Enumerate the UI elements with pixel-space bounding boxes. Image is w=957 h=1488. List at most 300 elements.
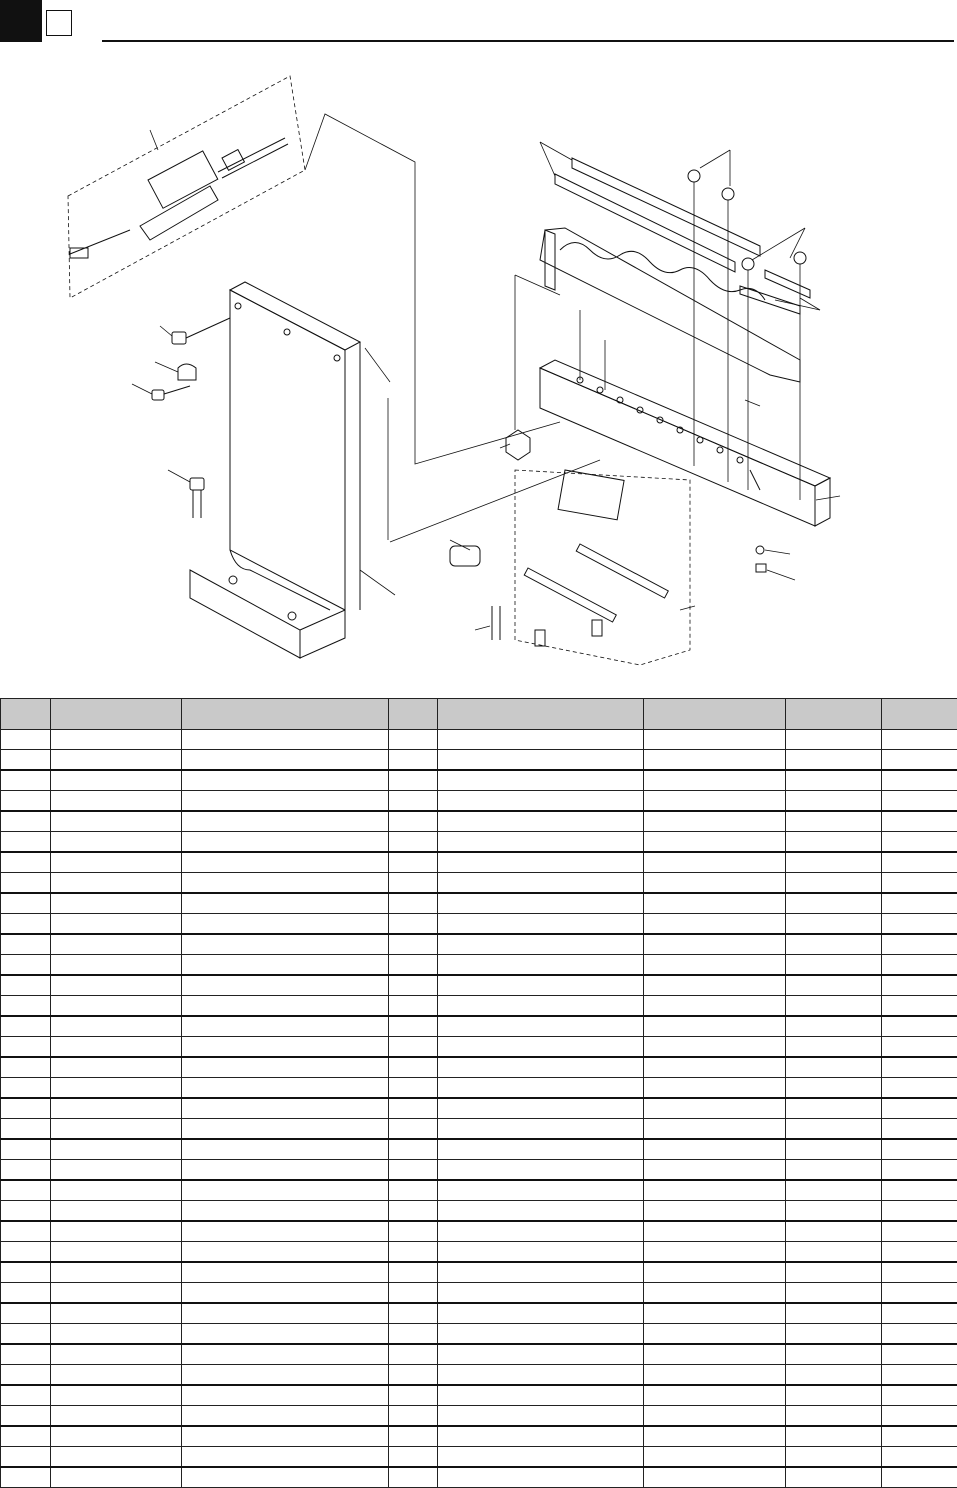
- table-cell: [786, 1406, 882, 1427]
- table-cell: [389, 750, 438, 771]
- table-cell: [1, 1139, 51, 1160]
- table-cell: [786, 996, 882, 1017]
- sensor-amplifier-group: [68, 76, 305, 298]
- table-cell: [51, 1119, 182, 1140]
- table-cell: [51, 1201, 182, 1222]
- table-cell: [182, 1221, 389, 1242]
- table-cell: [182, 852, 389, 873]
- table-cell: [51, 893, 182, 914]
- table-cell: [882, 1160, 957, 1181]
- table-cell: [1, 832, 51, 853]
- table-cell: [882, 934, 957, 955]
- table-cell: [882, 1324, 957, 1345]
- table-cell: [389, 1037, 438, 1058]
- table-cell: [51, 1426, 182, 1447]
- table-cell: [389, 811, 438, 832]
- table-cell: [786, 1221, 882, 1242]
- table-row: [1, 1303, 957, 1324]
- table-cell: [51, 1242, 182, 1263]
- table-cell: [438, 1098, 644, 1119]
- table-cell: [1, 1426, 51, 1447]
- table-cell: [644, 1037, 786, 1058]
- table-cell: [51, 750, 182, 771]
- table-cell: [182, 1078, 389, 1099]
- table-cell: [786, 1283, 882, 1304]
- table-cell: [389, 893, 438, 914]
- table-cell: [1, 730, 51, 750]
- table-cell: [644, 832, 786, 853]
- table-row: [1, 1057, 957, 1078]
- table-cell: [438, 996, 644, 1017]
- table-cell: [786, 1447, 882, 1468]
- table-cell: [644, 1385, 786, 1406]
- table-cell: [786, 873, 882, 894]
- table-cell: [389, 1098, 438, 1119]
- table-cell: [438, 1242, 644, 1263]
- column-header: [644, 699, 786, 730]
- table-cell: [786, 1201, 882, 1222]
- table-row: [1, 1262, 957, 1283]
- table-cell: [182, 811, 389, 832]
- table-cell: [182, 1283, 389, 1304]
- table-cell: [389, 1447, 438, 1468]
- table-cell: [182, 1119, 389, 1140]
- table-row: [1, 934, 957, 955]
- table-cell: [644, 1057, 786, 1078]
- table-row: [1, 893, 957, 914]
- table-cell: [644, 1119, 786, 1140]
- table-cell: [51, 1016, 182, 1037]
- table-cell: [438, 811, 644, 832]
- table-cell: [51, 873, 182, 894]
- table-row: [1, 791, 957, 812]
- table-cell: [786, 1119, 882, 1140]
- table-cell: [1, 1242, 51, 1263]
- table-cell: [1, 770, 51, 791]
- table-cell: [644, 1406, 786, 1427]
- table-header-row: [1, 699, 957, 730]
- table-cell: [438, 914, 644, 935]
- table-cell: [438, 1467, 644, 1488]
- table-cell: [786, 1467, 882, 1488]
- table-cell: [51, 832, 182, 853]
- table-cell: [51, 1344, 182, 1365]
- table-cell: [882, 1119, 957, 1140]
- table-row: [1, 1139, 957, 1160]
- table-cell: [786, 1262, 882, 1283]
- table-cell: [438, 1016, 644, 1037]
- table-cell: [182, 1057, 389, 1078]
- table-row: [1, 1098, 957, 1119]
- table-cell: [389, 1283, 438, 1304]
- table-cell: [389, 1426, 438, 1447]
- table-cell: [51, 1057, 182, 1078]
- table-cell: [438, 1201, 644, 1222]
- table-cell: [438, 1221, 644, 1242]
- table-cell: [644, 873, 786, 894]
- table-cell: [882, 1283, 957, 1304]
- table-cell: [882, 1139, 957, 1160]
- table-cell: [389, 1365, 438, 1386]
- table-cell: [51, 1098, 182, 1119]
- table-cell: [1, 1160, 51, 1181]
- table-cell: [389, 1160, 438, 1181]
- table-cell: [51, 1037, 182, 1058]
- table-cell: [51, 852, 182, 873]
- table-cell: [644, 914, 786, 935]
- table-cell: [182, 975, 389, 996]
- table-cell: [438, 955, 644, 976]
- table-cell: [786, 852, 882, 873]
- table-cell: [882, 750, 957, 771]
- table-cell: [182, 1406, 389, 1427]
- table-cell: [51, 1262, 182, 1283]
- table-cell: [182, 1016, 389, 1037]
- table-cell: [51, 791, 182, 812]
- table-cell: [389, 1119, 438, 1140]
- table-cell: [438, 770, 644, 791]
- table-cell: [786, 934, 882, 955]
- table-row: [1, 832, 957, 853]
- table-row: [1, 1385, 957, 1406]
- column-header: [438, 699, 644, 730]
- table-cell: [389, 1385, 438, 1406]
- header-rule: [102, 40, 954, 42]
- table-cell: [1, 791, 51, 812]
- table-cell: [644, 1426, 786, 1447]
- table-cell: [786, 1324, 882, 1345]
- table-cell: [882, 1221, 957, 1242]
- table-cell: [51, 1078, 182, 1099]
- table-cell: [1, 934, 51, 955]
- table-cell: [51, 1303, 182, 1324]
- table-cell: [882, 1098, 957, 1119]
- table-cell: [51, 1447, 182, 1468]
- table-cell: [644, 1344, 786, 1365]
- table-cell: [644, 1016, 786, 1037]
- table-cell: [182, 1303, 389, 1324]
- table-cell: [1, 893, 51, 914]
- cover-plates: [540, 142, 810, 314]
- table-row: [1, 1283, 957, 1304]
- table-cell: [786, 730, 882, 750]
- table-cell: [389, 1303, 438, 1324]
- table-row: [1, 1426, 957, 1447]
- table-cell: [882, 955, 957, 976]
- table-cell: [644, 934, 786, 955]
- table-cell: [182, 1180, 389, 1201]
- table-cell: [644, 1139, 786, 1160]
- table-cell: [51, 914, 182, 935]
- table-cell: [51, 1324, 182, 1345]
- table-cell: [389, 1242, 438, 1263]
- table-row: [1, 1344, 957, 1365]
- table-cell: [644, 1324, 786, 1345]
- table-cell: [1, 996, 51, 1017]
- table-cell: [786, 750, 882, 771]
- table-cell: [882, 1303, 957, 1324]
- table-cell: [438, 1385, 644, 1406]
- table-cell: [438, 750, 644, 771]
- table-row: [1, 852, 957, 873]
- assembly-guide-lines: [305, 114, 600, 595]
- table-cell: [882, 996, 957, 1017]
- table-body: [1, 730, 957, 1488]
- table-cell: [644, 975, 786, 996]
- table-cell: [182, 955, 389, 976]
- table-row: [1, 1078, 957, 1099]
- table-cell: [182, 1467, 389, 1488]
- table-cell: [389, 914, 438, 935]
- column-header: [182, 699, 389, 730]
- table-cell: [644, 1078, 786, 1099]
- table-cell: [786, 1365, 882, 1386]
- table-cell: [882, 1467, 957, 1488]
- table-row: [1, 1201, 957, 1222]
- table-cell: [644, 996, 786, 1017]
- table-cell: [882, 770, 957, 791]
- table-cell: [882, 832, 957, 853]
- table-cell: [644, 1365, 786, 1386]
- table-cell: [1, 1447, 51, 1468]
- table-cell: [644, 1098, 786, 1119]
- table-cell: [786, 1180, 882, 1201]
- table-cell: [882, 893, 957, 914]
- table-cell: [51, 955, 182, 976]
- table-cell: [882, 1201, 957, 1222]
- table-cell: [389, 1467, 438, 1488]
- table-row: [1, 873, 957, 894]
- table-cell: [438, 1303, 644, 1324]
- table-cell: [1, 914, 51, 935]
- table-cell: [786, 1016, 882, 1037]
- table-cell: [51, 730, 182, 750]
- table-cell: [182, 730, 389, 750]
- table-cell: [1, 1078, 51, 1099]
- table-cell: [438, 1324, 644, 1345]
- table-cell: [389, 1180, 438, 1201]
- table-cell: [182, 1385, 389, 1406]
- table-cell: [438, 873, 644, 894]
- table-cell: [182, 1098, 389, 1119]
- table-cell: [51, 1283, 182, 1304]
- table-row: [1, 730, 957, 750]
- table-cell: [182, 1344, 389, 1365]
- table-cell: [644, 1180, 786, 1201]
- table-cell: [1, 1057, 51, 1078]
- table-cell: [1, 750, 51, 771]
- table-cell: [51, 1467, 182, 1488]
- column-header: [1, 699, 51, 730]
- table-cell: [438, 1119, 644, 1140]
- table-cell: [1, 1385, 51, 1406]
- table-cell: [51, 1406, 182, 1427]
- table-cell: [786, 1057, 882, 1078]
- table-cell: [644, 1262, 786, 1283]
- left-fasteners: [132, 318, 230, 518]
- table-cell: [786, 1303, 882, 1324]
- table-cell: [1, 955, 51, 976]
- table-cell: [644, 1242, 786, 1263]
- parts-list-table: [0, 698, 957, 1488]
- table-cell: [389, 1221, 438, 1242]
- table-cell: [389, 1344, 438, 1365]
- table-cell: [882, 1447, 957, 1468]
- table-cell: [1, 1365, 51, 1386]
- table-row: [1, 1242, 957, 1263]
- table-cell: [1, 1221, 51, 1242]
- table-cell: [644, 1303, 786, 1324]
- table-cell: [1, 1016, 51, 1037]
- table-cell: [182, 893, 389, 914]
- table-cell: [182, 1037, 389, 1058]
- guide-rail: [540, 228, 800, 382]
- table-cell: [786, 1037, 882, 1058]
- table-cell: [51, 1180, 182, 1201]
- table-cell: [644, 1160, 786, 1181]
- table-cell: [882, 1406, 957, 1427]
- table-cell: [786, 914, 882, 935]
- table-cell: [51, 811, 182, 832]
- table-row: [1, 1447, 957, 1468]
- table-cell: [182, 832, 389, 853]
- table-cell: [786, 893, 882, 914]
- table-cell: [182, 934, 389, 955]
- table-cell: [882, 1242, 957, 1263]
- table-cell: [644, 811, 786, 832]
- table-cell: [389, 1057, 438, 1078]
- table-cell: [389, 791, 438, 812]
- column-header: [51, 699, 182, 730]
- table-cell: [882, 1262, 957, 1283]
- table-cell: [389, 934, 438, 955]
- table-cell: [438, 1406, 644, 1427]
- table-row: [1, 1467, 957, 1488]
- table-cell: [438, 791, 644, 812]
- table-cell: [438, 934, 644, 955]
- table-cell: [51, 1139, 182, 1160]
- table-cell: [882, 1057, 957, 1078]
- table-cell: [438, 730, 644, 750]
- table-cell: [882, 1426, 957, 1447]
- table-row: [1, 811, 957, 832]
- table-cell: [644, 1283, 786, 1304]
- table-cell: [882, 873, 957, 894]
- table-cell: [182, 1426, 389, 1447]
- table-cell: [644, 1201, 786, 1222]
- table-cell: [786, 791, 882, 812]
- table-cell: [389, 955, 438, 976]
- table-cell: [51, 996, 182, 1017]
- table-cell: [438, 1078, 644, 1099]
- table-cell: [51, 975, 182, 996]
- table-cell: [438, 1057, 644, 1078]
- table-cell: [786, 1078, 882, 1099]
- table-cell: [438, 852, 644, 873]
- table-cell: [1, 1324, 51, 1345]
- table-cell: [882, 730, 957, 750]
- table-cell: [1, 1406, 51, 1427]
- table-cell: [389, 770, 438, 791]
- table-cell: [438, 1447, 644, 1468]
- table-cell: [1, 852, 51, 873]
- table-cell: [644, 1221, 786, 1242]
- table-row: [1, 914, 957, 935]
- table-cell: [182, 1262, 389, 1283]
- table-cell: [882, 914, 957, 935]
- table-row: [1, 1037, 957, 1058]
- table-cell: [389, 1139, 438, 1160]
- table-cell: [644, 750, 786, 771]
- table-cell: [438, 1426, 644, 1447]
- table-cell: [438, 1160, 644, 1181]
- table-cell: [882, 811, 957, 832]
- table-row: [1, 1324, 957, 1345]
- table-cell: [786, 1385, 882, 1406]
- table-cell: [786, 1139, 882, 1160]
- table-cell: [644, 893, 786, 914]
- table-cell: [1, 1283, 51, 1304]
- table-cell: [644, 791, 786, 812]
- table-cell: [389, 852, 438, 873]
- table-cell: [438, 1344, 644, 1365]
- table-cell: [389, 730, 438, 750]
- column-header: [786, 699, 882, 730]
- table-cell: [182, 1447, 389, 1468]
- table-cell: [882, 1078, 957, 1099]
- table-cell: [182, 1365, 389, 1386]
- table-cell: [882, 791, 957, 812]
- table-row: [1, 1160, 957, 1181]
- table-cell: [1, 1119, 51, 1140]
- table-row: [1, 996, 957, 1017]
- table-cell: [438, 1283, 644, 1304]
- table-cell: [1, 1180, 51, 1201]
- table-cell: [882, 1344, 957, 1365]
- fittings: [450, 150, 840, 665]
- vertical-guide-lines: [515, 182, 800, 500]
- section-tab-outline: [46, 10, 72, 36]
- table-cell: [438, 1262, 644, 1283]
- table-row: [1, 975, 957, 996]
- table-cell: [389, 832, 438, 853]
- table-cell: [51, 1365, 182, 1386]
- table-cell: [1, 1344, 51, 1365]
- table-cell: [1, 1037, 51, 1058]
- table-row: [1, 1016, 957, 1037]
- table-cell: [182, 1201, 389, 1222]
- table-cell: [438, 1180, 644, 1201]
- table-cell: [1, 1467, 51, 1488]
- table-cell: [644, 1447, 786, 1468]
- table-cell: [786, 1242, 882, 1263]
- table-cell: [644, 770, 786, 791]
- table-cell: [182, 1324, 389, 1345]
- table-row: [1, 750, 957, 771]
- exploded-parts-diagram: [0, 50, 957, 690]
- table-cell: [1, 1303, 51, 1324]
- table-cell: [786, 770, 882, 791]
- table-cell: [882, 1180, 957, 1201]
- table-cell: [182, 770, 389, 791]
- table-cell: [786, 1160, 882, 1181]
- table-cell: [786, 811, 882, 832]
- table-cell: [51, 770, 182, 791]
- table-cell: [644, 1467, 786, 1488]
- table-cell: [882, 1016, 957, 1037]
- table-cell: [438, 1037, 644, 1058]
- table-cell: [786, 1426, 882, 1447]
